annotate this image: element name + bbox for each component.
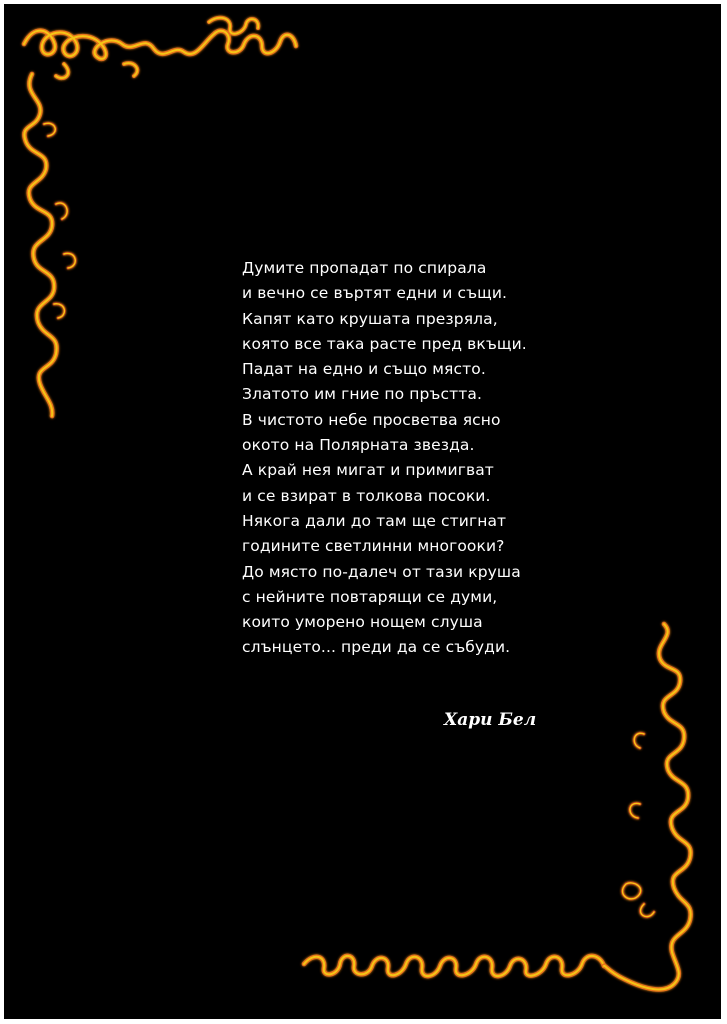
- poem-line: годините светлинни многооки?: [242, 537, 505, 556]
- poem-line: А край нея мигат и примигват: [242, 461, 494, 480]
- poem-line: В чистото небе просветва ясно: [242, 410, 501, 429]
- poem-page: [4, 4, 721, 1019]
- poem-line: Златото им гние по пръстта.: [242, 385, 482, 404]
- poem-line: окото на Полярната звезда.: [242, 436, 475, 455]
- poem-line: с нейните повтарящи се думи,: [242, 587, 498, 606]
- poem-line: и вечно се въртят едни и същи.: [242, 284, 508, 303]
- poem-line: които уморено нощем слуша: [242, 613, 483, 632]
- author-signature: Хари Бел: [444, 710, 537, 730]
- poem-line: До място по-далеч от тази круша: [242, 562, 521, 581]
- poem-line: Падат на едно и също място.: [242, 360, 486, 379]
- poem-line: слънцето... преди да се събуди.: [242, 638, 511, 657]
- poem-line: Думите пропадат по спирала: [242, 259, 487, 277]
- poem-line: Капят като крушата презряла,: [242, 309, 498, 328]
- poem-line: Някога дали до там ще стигнат: [242, 511, 507, 530]
- poem-line: и се взират в толкова посоки.: [242, 486, 491, 505]
- poem-line: която все така расте пред вкъщи.: [242, 334, 527, 353]
- poem-text: [242, 256, 527, 661]
